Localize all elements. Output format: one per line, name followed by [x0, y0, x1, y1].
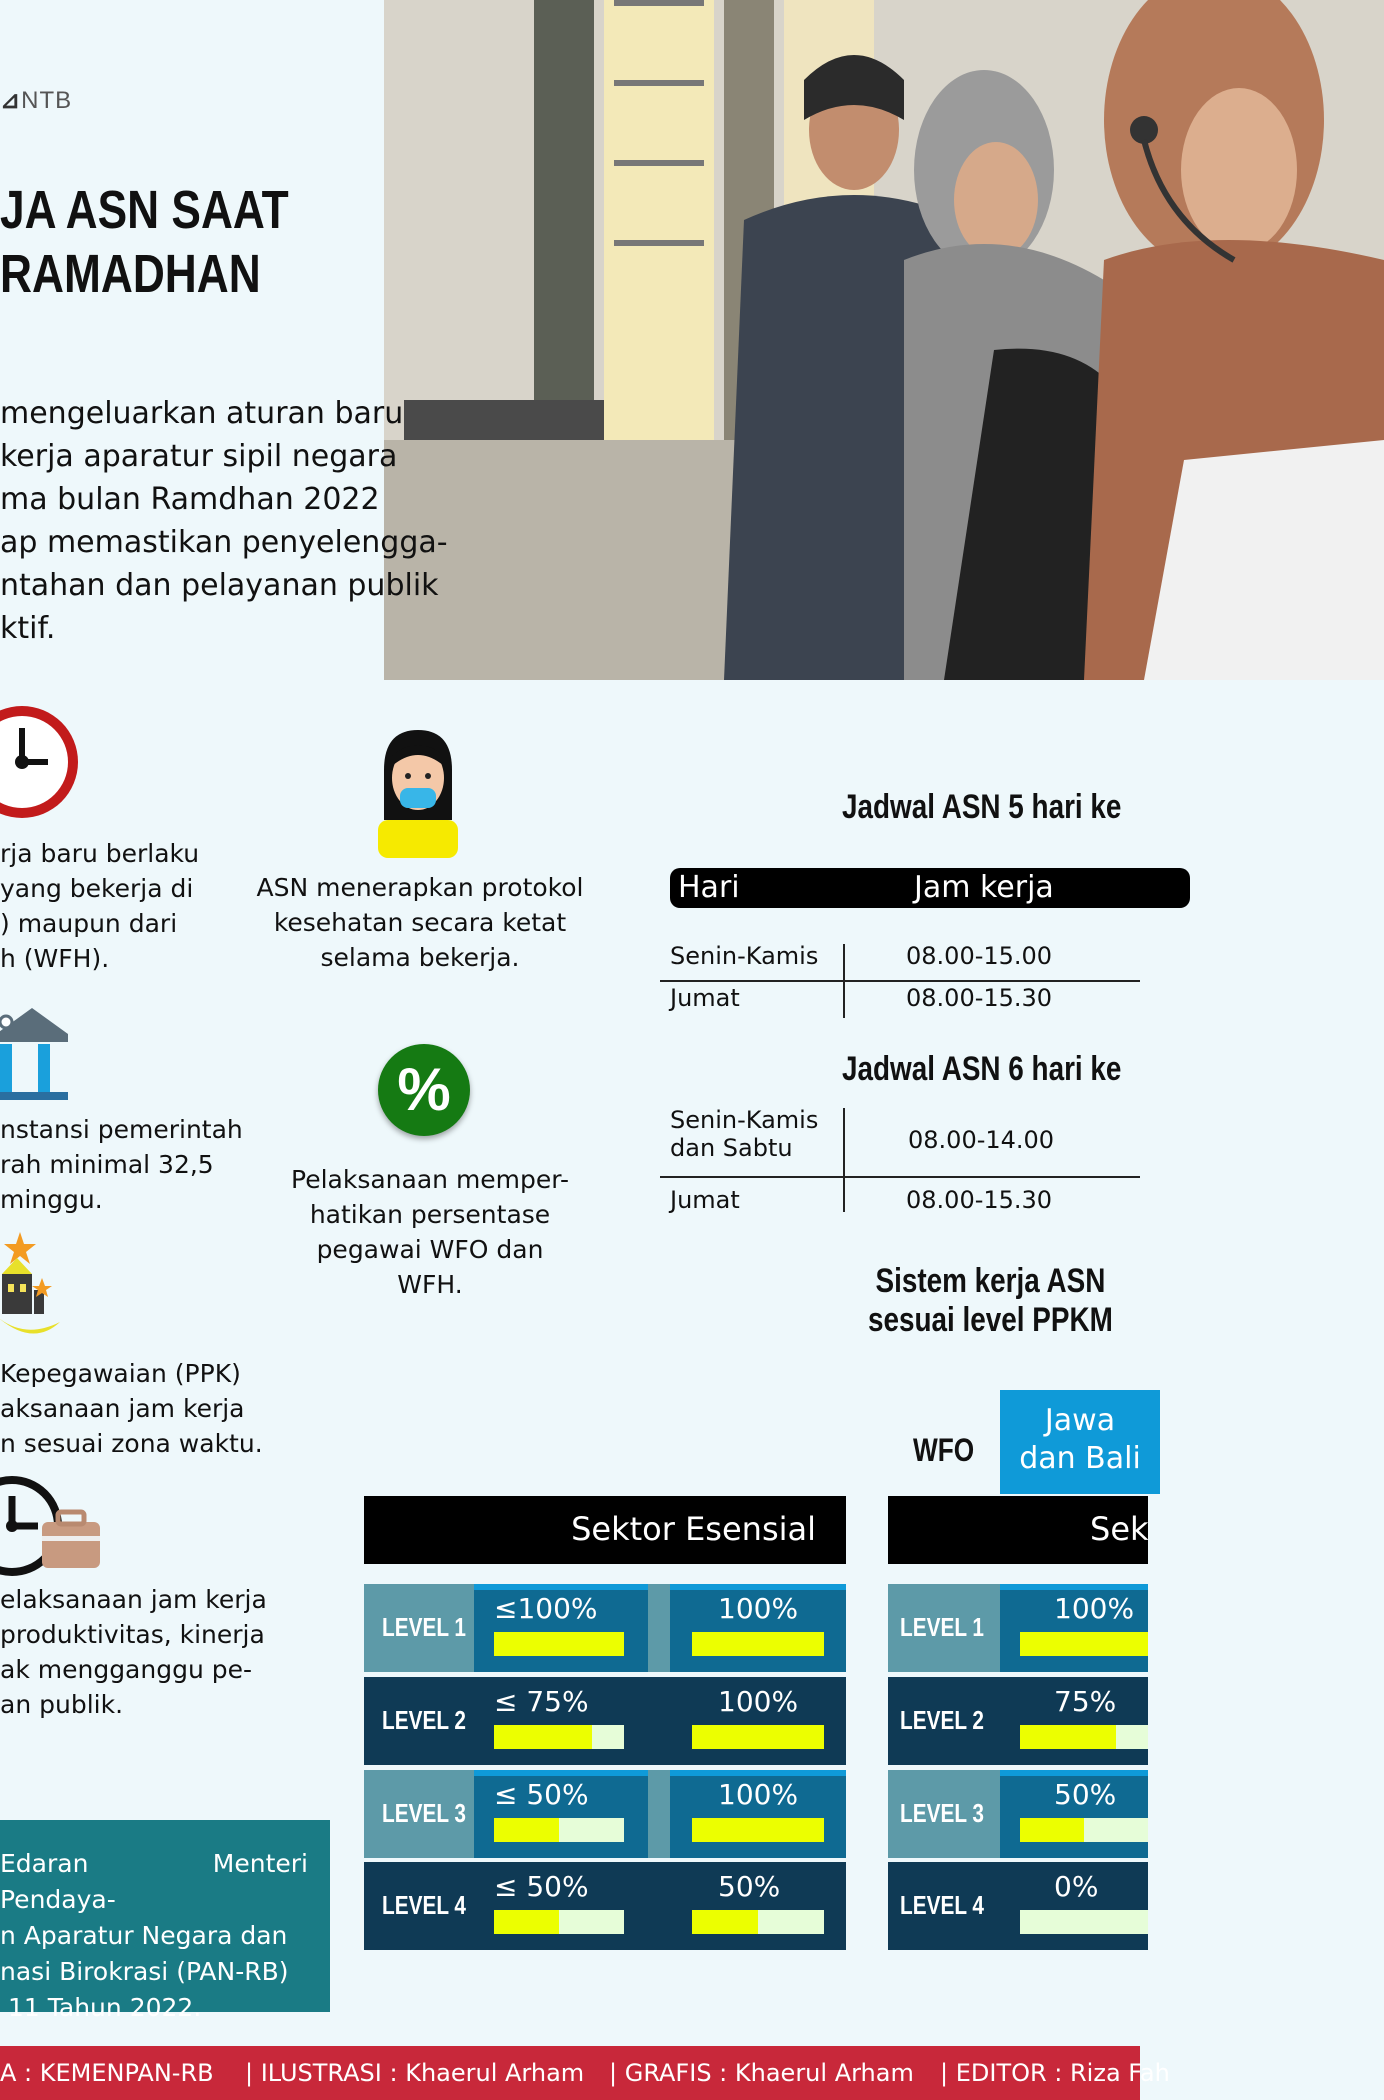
point-line: aksanaan jam kerja: [0, 1394, 245, 1423]
wfo-value-c: 75%: [1054, 1685, 1117, 1718]
source-line: 11 Tahun 2022.: [8, 1993, 202, 2022]
credits-footer: [0, 2046, 1170, 2100]
progress-bar: [692, 1910, 824, 1934]
clock-briefcase-icon: [0, 1474, 105, 1588]
clock-icon: [0, 700, 82, 828]
point-text-2: [0, 1112, 243, 1217]
government-building-icon: [0, 1004, 72, 1108]
ramadan-night-icon: [0, 1230, 60, 1354]
progress-bar: [494, 1632, 624, 1656]
level-label: LEVEL 4: [382, 1890, 467, 1920]
row-divider: [660, 1176, 1140, 1178]
sector-esensial-label: Sektor Esensial: [571, 1510, 816, 1548]
source-line: Edaran Menteri Pendaya-: [0, 1849, 308, 1914]
schedule5-hours: 08.00-15.30: [906, 984, 1053, 1012]
wfo-label: WFO: [913, 1432, 975, 1468]
progress-bar: [1020, 1910, 1148, 1934]
wfo-value-a: ≤ 50%: [494, 1778, 589, 1811]
progress-fill: [494, 1725, 592, 1749]
intro-line: kerja aparatur sipil negara: [0, 439, 398, 474]
point-line: nstansi pemerintah: [0, 1115, 243, 1144]
logo-mark: ⊿: [0, 87, 22, 114]
point-text-1: [0, 836, 199, 976]
credit-graphics: | GRAFIS : Khaerul Arham: [609, 2059, 914, 2087]
schedule5-header: [670, 868, 1190, 908]
progress-bar: [1020, 1818, 1148, 1842]
credit-source: A : KEMENPAN-RB: [0, 2059, 214, 2087]
point-line: n sesuai zona waktu.: [0, 1429, 263, 1458]
mid-text-1: [250, 870, 590, 975]
credit-editor: | EDITOR : Riza Fah: [940, 2059, 1170, 2087]
progress-fill: [1020, 1632, 1148, 1656]
progress-fill: [1020, 1725, 1116, 1749]
intro-line: ktif.: [0, 611, 56, 646]
schedule5-title: Jadwal ASN 5 hari ke: [842, 788, 1122, 826]
point-line: rja baru berlaku: [0, 839, 200, 868]
point-line: yang bekerja di: [0, 874, 194, 903]
source-line: nasi Birokrasi (PAN-RB): [0, 1957, 289, 1986]
level-label: LEVEL 2: [900, 1705, 985, 1735]
call-center-illustration: [384, 0, 1384, 680]
intro-line: ntahan dan pelayanan publik: [0, 568, 439, 603]
schedule6-day: [670, 1106, 818, 1162]
point-line: ASN menerapkan protokol: [256, 873, 584, 902]
point-line: WFH.: [397, 1270, 463, 1299]
point-line: pegawai WFO dan: [316, 1235, 544, 1264]
progress-fill: [692, 1725, 824, 1749]
row-divider: [660, 980, 1140, 982]
region-line: dan Bali: [1019, 1441, 1141, 1476]
sector-partial-header: [888, 1496, 1148, 1564]
progress-bar: [692, 1725, 824, 1749]
wfo-value-c: 0%: [1054, 1870, 1099, 1903]
point-line: rah minimal 32,5: [0, 1150, 214, 1179]
schedule6-hours: 08.00-14.00: [908, 1126, 1055, 1154]
logo-text: NTB: [21, 87, 73, 114]
progress-bar: [692, 1632, 824, 1656]
point-line: selama bekerja.: [320, 943, 520, 972]
page-title: [0, 178, 289, 306]
progress-bar: [1020, 1632, 1148, 1656]
progress-fill: [692, 1910, 758, 1934]
wfo-value-b: 100%: [718, 1592, 799, 1625]
wfo-value-b: 50%: [718, 1870, 781, 1903]
progress-bar: [494, 1910, 624, 1934]
title-line-2: RAMADHAN: [0, 244, 261, 304]
region-header: [1000, 1390, 1160, 1494]
level-label: LEVEL 3: [382, 1798, 467, 1828]
ppkm-title-line: Sistem kerja ASN: [875, 1262, 1106, 1300]
wfo-value-a: ≤ 50%: [494, 1870, 589, 1903]
point-line: minggu.: [0, 1185, 103, 1214]
level-label: LEVEL 4: [900, 1890, 985, 1920]
header-day: Hari: [678, 870, 740, 905]
progress-bar: [1020, 1725, 1148, 1749]
level-label: LEVEL 2: [382, 1705, 467, 1735]
wfo-value-c: 100%: [1054, 1592, 1135, 1625]
progress-fill: [494, 1910, 559, 1934]
credit-illustration: | ILUSTRASI : Khaerul Arham: [245, 2059, 585, 2087]
ppkm-title-line: sesuai level PPKM: [868, 1301, 1113, 1339]
level-label: LEVEL 1: [382, 1612, 467, 1642]
region-line: Jawa: [1044, 1403, 1116, 1438]
hero-photo: [384, 0, 1384, 680]
progress-bar: [494, 1818, 624, 1842]
progress-bar: [692, 1818, 824, 1842]
level-label: LEVEL 3: [900, 1798, 985, 1828]
masked-woman-icon: [376, 730, 460, 862]
wfo-value-b: 100%: [718, 1685, 799, 1718]
wfo-value-b: 100%: [718, 1778, 799, 1811]
progress-fill: [494, 1632, 624, 1656]
source-line: n Aparatur Negara dan: [0, 1921, 288, 1950]
point-line: an publik.: [0, 1690, 124, 1719]
progress-fill: [692, 1818, 824, 1842]
header-hours: Jam kerja: [914, 870, 1054, 905]
point-text-4: [0, 1582, 267, 1722]
progress-bar: [494, 1725, 624, 1749]
schedule5-day: Senin-Kamis: [670, 942, 819, 970]
schedule5-hours: 08.00-15.00: [906, 942, 1053, 970]
intro-line: mengeluarkan aturan baru: [0, 396, 404, 431]
column-divider: [843, 944, 845, 1018]
schedule6-title: Jadwal ASN 6 hari ke: [842, 1050, 1122, 1088]
point-line: elaksanaan jam kerja: [0, 1585, 267, 1614]
wfo-value-a: ≤ 75%: [494, 1685, 589, 1718]
point-line: hatikan persentase: [309, 1200, 551, 1229]
point-line: ak mengganggu pe-: [0, 1655, 253, 1684]
point-line: kesehatan secara ketat: [273, 908, 567, 937]
logo: [0, 86, 72, 115]
intro-line: ap memastikan penyelengga-: [0, 525, 448, 560]
point-line: Pelaksanaan memper-: [291, 1165, 569, 1194]
point-line: ) maupun dari: [0, 909, 178, 938]
sector-partial-label: Sek: [1090, 1510, 1149, 1548]
day-line: dan Sabtu: [670, 1134, 793, 1162]
point-text-3: [0, 1356, 263, 1461]
point-line: produktivitas, kinerja: [0, 1620, 265, 1649]
intro-text: [0, 392, 452, 650]
progress-fill: [1020, 1818, 1084, 1842]
progress-fill: [494, 1818, 559, 1842]
column-divider: [843, 1108, 845, 1212]
source-text: [0, 1846, 308, 2026]
sector-esensial-header: [364, 1496, 846, 1564]
wfo-value-c: 50%: [1054, 1778, 1117, 1811]
level-label: LEVEL 1: [900, 1612, 985, 1642]
source-box: [0, 1820, 330, 2022]
point-line: Kepegawaian (PPK): [0, 1359, 241, 1388]
point-line: h (WFH).: [0, 944, 110, 973]
percent-glyph: %: [397, 1056, 451, 1123]
schedule6-day: Jumat: [670, 1186, 740, 1214]
ppkm-title: [868, 1262, 1113, 1340]
mid-text-2: [260, 1162, 600, 1302]
title-line-1: JA ASN SAAT: [0, 180, 289, 240]
wfo-value-a: ≤100%: [494, 1592, 598, 1625]
intro-line: ma bulan Ramdhan 2022: [0, 482, 380, 517]
schedule5-day: Jumat: [670, 984, 740, 1012]
day-line: Senin-Kamis: [670, 1106, 819, 1134]
schedule6-hours: 08.00-15.30: [906, 1186, 1053, 1214]
percent-icon: [378, 1044, 470, 1136]
progress-fill: [692, 1632, 824, 1656]
